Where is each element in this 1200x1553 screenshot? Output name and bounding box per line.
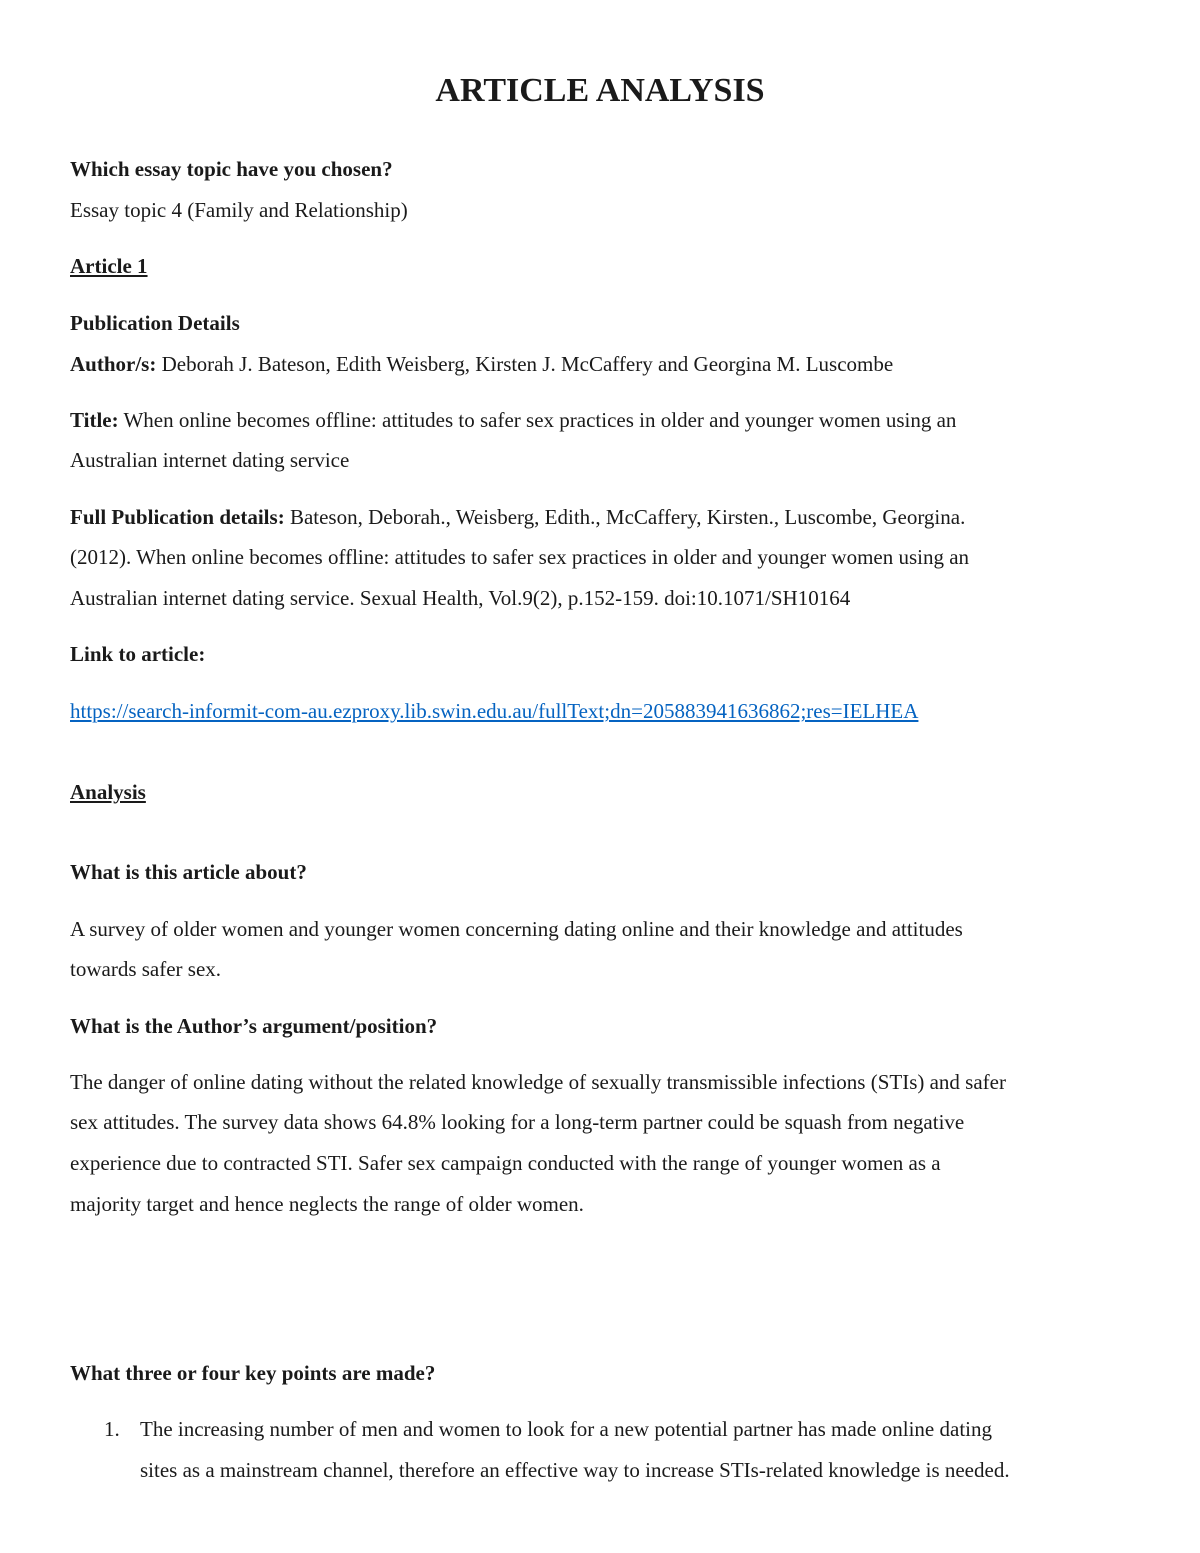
article-title-line-2: Australian internet dating service xyxy=(70,448,350,472)
article-heading-text: Article 1 xyxy=(70,254,148,278)
answer-argument-line-2: sex attitudes. The survey data shows 64.8% looking for a long-term partner could be squash from negative xyxy=(70,1110,965,1134)
authors-value: Deborah J. Bateson, Edith Weisberg, Kirsten J. McCaffery and Georgina M. Luscombe xyxy=(156,352,894,376)
title-label: Title: xyxy=(70,408,119,432)
authors-line xyxy=(70,349,1150,379)
full-publication-line-2: (2012). When online becomes offline: attitudes to safer sex practices in older and younger women using an xyxy=(70,545,970,569)
analysis-heading-text: Analysis xyxy=(70,780,146,804)
answer-argument-line-1: The danger of online dating without the related knowledge of sexually transmissible infections (STIs) and safer xyxy=(70,1070,1006,1094)
page-title: ARTICLE ANALYSIS xyxy=(435,72,765,109)
question-about: What is this article about? xyxy=(70,860,307,884)
key-point-1-line-1: The increasing number of men and women to look for a new potential partner has made online dating xyxy=(140,1417,992,1441)
full-publication-line xyxy=(70,502,1150,532)
full-publication-value: Bateson, Deborah., Weisberg, Edith., McCaffery, Kirsten., Luscombe, Georgina. xyxy=(284,505,966,529)
topic-question: Which essay topic have you chosen? xyxy=(70,157,393,181)
topic-answer: Essay topic 4 (Family and Relationship) xyxy=(70,198,408,222)
publication-details-heading: Publication Details xyxy=(70,311,240,335)
analysis-heading xyxy=(70,777,1150,807)
key-point-1-number: 1. xyxy=(104,1417,120,1441)
question-key-points: What three or four key points are made? xyxy=(70,1361,436,1385)
answer-about-line-2: towards safer sex. xyxy=(70,957,222,981)
link-line xyxy=(70,696,1150,726)
authors-label: Author/s: xyxy=(70,352,157,376)
answer-argument-line-3: experience due to contracted STI. Safer sex campaign conducted with the range of younger women as a xyxy=(70,1151,941,1175)
answer-about-line-1: A survey of older women and younger women concerning dating online and their knowledge and attitudes xyxy=(70,917,963,941)
answer-argument-line-4: majority target and hence neglects the range of older women. xyxy=(70,1192,584,1216)
full-publication-label: Full Publication details: xyxy=(70,505,285,529)
article-heading xyxy=(70,251,1150,281)
full-publication-line-3: Australian internet dating service. Sexual Health, Vol.9(2), p.152-159. doi:10.1071/SH10164 xyxy=(70,586,851,610)
question-argument: What is the Author’s argument/position? xyxy=(70,1014,438,1038)
article-title-line xyxy=(70,405,1150,435)
link-label: Link to article: xyxy=(70,642,206,666)
title-value: When online becomes offline: attitudes to safer sex practices in older and younger women using an xyxy=(118,408,957,432)
article-link[interactable]: https://search-informit-com-au.ezproxy.lib.swin.edu.au/fullText;dn=205883941636862;res=IELHEA xyxy=(70,699,919,723)
key-point-1-line-2: sites as a mainstream channel, therefore an effective way to increase STIs-related knowledge is needed. xyxy=(140,1458,1010,1482)
